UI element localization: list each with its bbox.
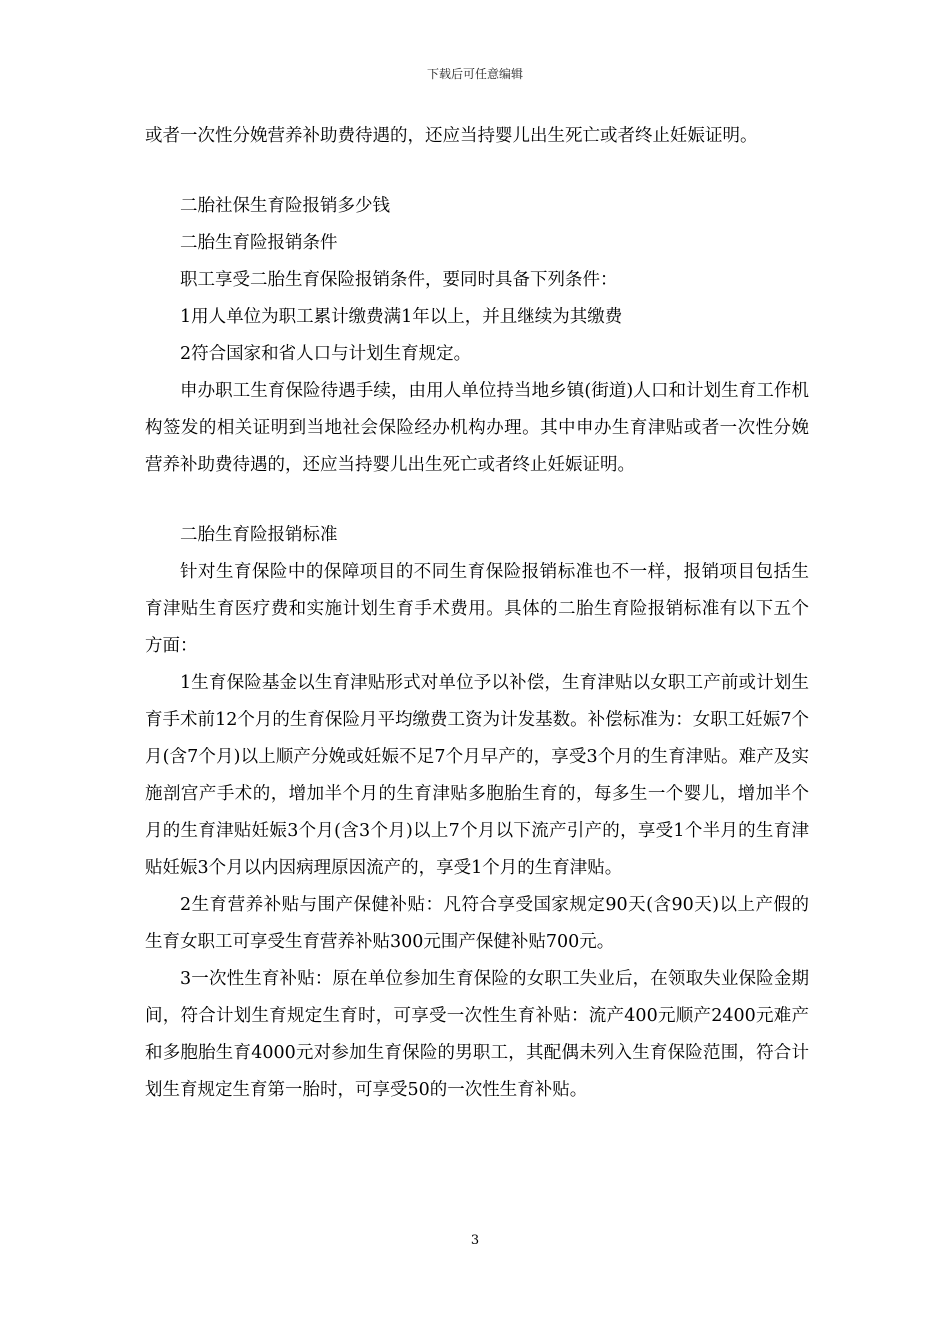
paragraph-application-procedure: 申办职工生育保险待遇手续，由用人单位持当地乡镇(街道)人口和计划生育工作机构签发的相关证明到当地社会保险经办机构办理。其中申办生育津贴或者一次性分娩营养补助费待遇的，还应当持婴儿出生死亡或者终止妊娠证明。: [145, 381, 809, 475]
list-item-condition-1: 1用人单位为职工累计缴费满1年以上，并且继续为其缴费: [180, 307, 623, 327]
paragraph-gap: [145, 484, 809, 517]
list-item-standard-1: 1生育保险基金以生育津贴形式对单位予以补偿，生育津贴以女职工产前或计划生育手术前12个月的生育保险月平均缴费工资为计发基数。补偿标准为：女职工妊娠7个月(含7个月)以上顺产分娩或妊娠不足7个月早产的，享受3个月的生育津贴。难产及实施剖宫产手术的，增加半个月的生育津贴多胞胎生育的，每多生一个婴儿，增加半个月的生育津贴妊娠3个月(含3个月)以上7个月以下流产引产的，享受1个半月的生育津贴妊娠3个月以内因病理原因流产的，享受1个月的生育津贴。: [145, 673, 809, 878]
paragraph-gap: [145, 155, 809, 188]
page-number: 3: [470, 1233, 480, 1248]
list-item-standard-3: 3一次性生育补贴：原在单位参加生育保险的女职工失业后，在领取失业保险金期间，符合计划生育规定生育时，可享受一次性生育补贴：流产400元顺产2400元难产和多胞胎生育4000元对参加生育保险的男职工，其配偶未列入生育保险范围，符合计划生育规定生育第一胎时，可享受50的一次性生育补贴。: [145, 969, 809, 1100]
document-body: [145, 118, 809, 1109]
section-heading-reimbursement-amount: 二胎社保生育险报销多少钱: [180, 196, 390, 216]
paragraph-conditions-intro: 职工享受二胎生育保险报销条件，要同时具备下列条件：: [180, 270, 618, 290]
paragraph-standards-intro: 针对生育保险中的保障项目的不同生育保险报销标准也不一样，报销项目包括生育津贴生育医疗费和实施计划生育手术费用。具体的二胎生育险报销标准有以下五个方面：: [145, 562, 809, 656]
paragraph-continuation: 或者一次性分娩营养补助费待遇的，还应当持婴儿出生死亡或者终止妊娠证明。: [145, 126, 758, 146]
list-item-condition-2: 2符合国家和省人口与计划生育规定。: [180, 344, 472, 364]
list-item-standard-2: 2生育营养补贴与围产保健补贴：凡符合享受国家规定90天(含90天)以上产假的生育女职工可享受生育营养补贴300元围产保健补贴700元。: [145, 895, 809, 952]
subheading-standards: 二胎生育险报销标准: [180, 525, 338, 545]
subheading-conditions: 二胎生育险报销条件: [180, 233, 338, 253]
page-header: 下载后可任意编辑: [426, 67, 523, 81]
